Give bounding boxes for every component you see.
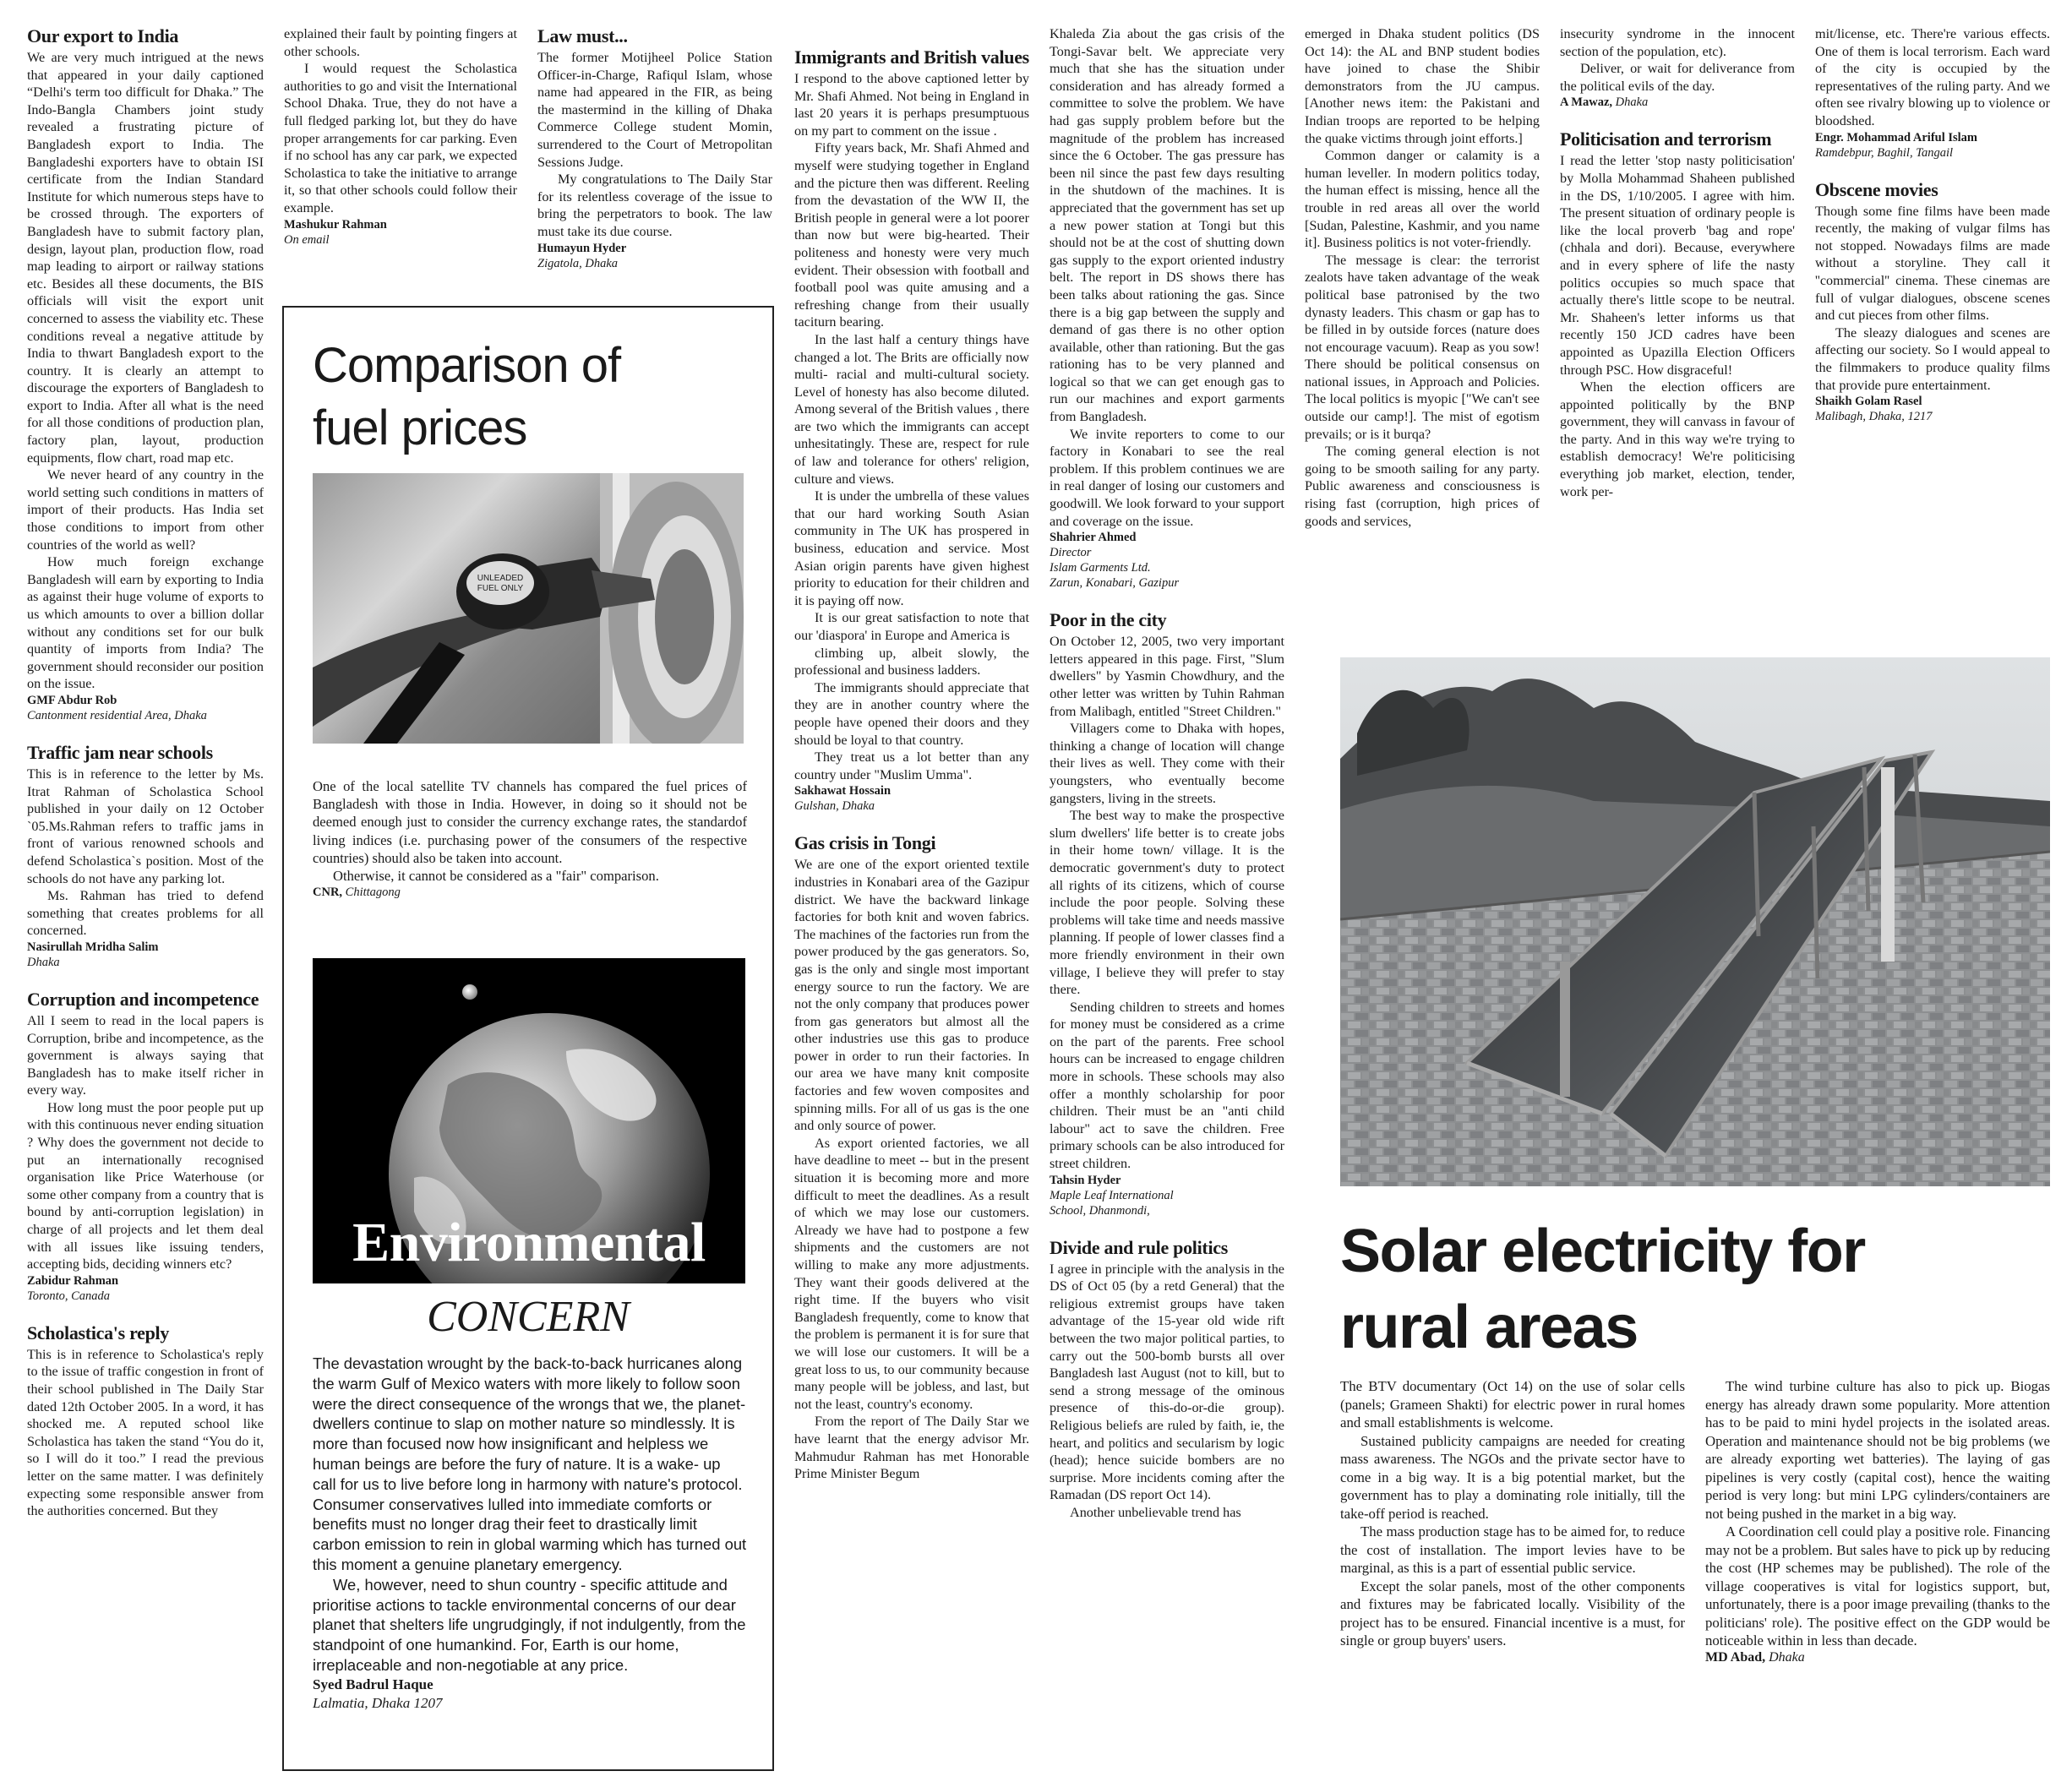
column-3-top bbox=[537, 25, 772, 287]
solar-signature bbox=[1705, 1650, 2050, 1665]
letter-paragraph: We never heard of any country in the world setting such conditions in matters of import of their products. Has India set those conditions to import from other countries of the world as well? bbox=[27, 467, 264, 553]
letter-location: Dhaka bbox=[27, 955, 60, 969]
solar-signature-name: MD Abad, bbox=[1705, 1649, 1766, 1665]
letter-signature: Shaikh Golam Rasel bbox=[1815, 395, 1922, 409]
solar-column-2 bbox=[1705, 1377, 2050, 1774]
letter-paragraph: From the report of The Daily Star we have learnt that the energy advisor Mr. Mahmudur Rahman has met Honorable Prime Minister Begum bbox=[794, 1414, 1029, 1482]
column-8-top bbox=[1815, 25, 2050, 600]
letter-paragraph: My congratulations to The Daily Star for its relentless coverage of the issue to bring the perpetrators to book. The law must take its due course. bbox=[537, 172, 772, 239]
letter-paragraph: We are very much intrigued at the news that appeared in your daily captioned “Delhi's term too difficult for Dhaka.” The Indo-Bangla Chambers joint study revealed a frustrating picture of Bangladesh export to India. The Bangladeshi exporters have to obtain ISI certificate from the Indian Standard Institute for which numerous steps have to be crossed through. The exporters of Bangladesh have to submit factory plan, design, layout plan, production flow, road map leading to airport or railway stations etc. Besides all these documents, the BIS officials will visit the export unit concerned to assess the viability etc. These conditions reveal a negative attitude by India to thwart Bangladesh export to the country. It is clearly an attempt to discourage the exporters of Bangladesh to export to India. After all what is the need for all those conditions of production plan, factory plan, layout, production equipments, flow chart, road map etc. bbox=[27, 50, 264, 466]
letter-paragraph: The former Motijheel Police Station Officer-in-Charge, Rafiqul Islam, whose name had appeared in the FIR, as being the mastermind in the killing of Dhaka Commerce College student Momin, surrendered to the Court of Metropolitan Sessions Judge. bbox=[537, 50, 772, 170]
column-4 bbox=[794, 46, 1029, 1770]
letter-paragraph: mit/license, etc. There're various effects. One of them is local terrorism. Each ward of the city is occupied by the representatives of the ruling party. And we often see rivalry blowing up to violence or bloodshed. bbox=[1815, 26, 2050, 128]
letter-paragraph: How long must the poor people put up with this continuous never ending situation ? Why does the government not decide to put an internationally recognised organisation like Price Waterhouse (or some other company from a country that is bound by anti-corruption legislation) in charge of all projects and let them deal with all issues like issuing tenders, accepting bids, deciding winners etc? bbox=[27, 1099, 264, 1272]
letter-paragraph: explained their fault by pointing fingers at other schools. bbox=[284, 26, 517, 59]
letter-paragraph: All I seem to read in the local papers is Corruption, bribe and incompetence, as the government is always saying that Bangladesh has to make itself richer in every way. bbox=[27, 1012, 264, 1098]
letter-location: School, Dhanmondi, bbox=[1050, 1203, 1150, 1218]
letter-signature: GMF Abdur Rob bbox=[27, 693, 117, 707]
letter-paragraph: Sending children to streets and homes for money must be considered as a crime on the part of the parents. Free school hours can be increased to engage children more in schools. These schools may also offer a monthly scholarship for poor children. Their must be an "anti child labour" act to save the children. Free primary schools can be also introduced for street children. bbox=[1050, 999, 1284, 1172]
letter-signature-location: Dhaka bbox=[1612, 95, 1649, 110]
solar-paragraph: Except the solar panels, most of the other components and fixtures may be fabricated locally. Visibility of the project has to be ensured. Financial incentive is a must, for single or group buyers' users. bbox=[1340, 1578, 1685, 1648]
letter-location: Maple Leaf International bbox=[1050, 1188, 1174, 1202]
letter-signature: Shahrier Ahmed bbox=[1050, 531, 1137, 545]
letter-paragraph: The sleazy dialogues and scenes are affecting our society. So I would appeal to the filmmakers to produce quality films that provide pure entertainment. bbox=[1815, 324, 2050, 393]
letter-paragraph: On October 12, 2005, two very important letters appeared in this page. First, "Slum dwellers" by Yasmin Chowdhury, and the other letter was written by Tuhin Rahman from Malibagh, entitled "Street Children." bbox=[1050, 634, 1284, 719]
letter-paragraph: The immigrants should appreciate that they are in another country where the people have opened their doors and they should be loyal to that country. bbox=[794, 679, 1029, 748]
letter-paragraph: The message is clear: the terrorist zealots have taken advantage of the weak political base patronised by the two dynasty leaders. This chasm or gap has to be filled in by outside forces (nature does not encourage vacuum). Reap as you sow! There should be political consensus on national issues, in Approach and Policies. The local politics is myopic ["We can't see outside our camp!]. The mist of egotism prevails; or is it burqa? bbox=[1305, 252, 1540, 442]
headline-traffic-jam: Traffic jam near schools bbox=[27, 741, 213, 763]
fuel-paragraph: One of the local satellite TV channels has compared the fuel prices of Bangladesh with those in India. However, in doing so it should not be deemed enough just to consider the currency exchange rates, the standardof living indices (i.e. purchasing power of the consumers of the respective countries) should also be taken into account. bbox=[313, 778, 747, 866]
letter-signature: Humayun Hyder bbox=[537, 241, 627, 255]
letter-paragraph: They treat us a lot better than any country under "Muslim Umma". bbox=[794, 749, 1029, 782]
letter-signature: Tahsin Hyder bbox=[1050, 1173, 1121, 1187]
column-6-top bbox=[1305, 25, 1540, 600]
solar-paragraph: The wind turbine culture has also to pick up. Biogas energy has already drawn some popularity. More attention has to be paid to mini hydel projects in the isolated areas. Operation and maintenance should not be big problems (we are already exporting wet batteries). The laying of gas pipelines is very costly (capital cost), hence the waiting period is very long: but mini LPG cylinders/containers are not being pushed in the market in a big way. bbox=[1705, 1378, 2050, 1522]
environment-location: Lalmatia, Dhaka 1207 bbox=[313, 1694, 443, 1711]
letter-paragraph: Another unbelievable trend has bbox=[1070, 1504, 1241, 1520]
letter-paragraph: We invite reporters to come to our factory in Konabari to see the real problem. If this problem continues we are in real danger of losing our customers and goodwill. We look forward to your support and coverage on the issue. bbox=[1050, 426, 1284, 529]
solar-paragraph: The mass production stage has to be aimed for, to reduce the cost of installation. The import levies have to be marginal, as this is a part of essential public service. bbox=[1340, 1523, 1685, 1576]
solar-paragraph: A Coordination cell could play a positive role. Financing may not be a problem. But sales have to pick up by reducing the cost (HP schemes may be published). The role of the village cooperatives is vital for logistics support, but, unfortunately, there is a poor image prevailing (thanks to the politicians' role). The positive effect on the GDP would be noticeable within in less than decade. bbox=[1705, 1523, 2050, 1648]
fuel-signature bbox=[313, 885, 747, 900]
letter-paragraph: Though some fine films have been made recently, the making of vulgar films has not stopped. Nowadays films are made without a storyline. They call it ''commercial'' cinema. These cinemas are full of vulgar dialogues, obscene scenes and cut pieces from other films. bbox=[1815, 203, 2050, 324]
letter-paragraph: How much foreign exchange Bangladesh will earn by exporting to India as against their huge volume of exports to us which amounts to over a billion dollar without any conditions set for our bulk quantity of imports from India? The government should reconsider our position on the issue. bbox=[27, 554, 264, 692]
letter-paragraph: Common danger or calamity is a human leveller. In modern politics today, the human effect is missing, hence all the trouble in red areas all over the world [Sudan, Palestine, Kashmir, and you name it]. Business politics is not voter-friendly. bbox=[1305, 148, 1540, 251]
letter-paragraph: Fifty years back, Mr. Shafi Ahmed and myself were studying together in England and the picture then was different. Reeling from the devastation of the WW II, the British people in general were a lot poorer than now but were big-hearted. Their politeness and honesty were very much evident. Their obsession with football and football pool was quite amusing and a refreshing change from their usually taciturn bearing. bbox=[794, 140, 1029, 330]
letter-signature: Nasirullah Mridha Salim bbox=[27, 940, 159, 954]
fuel-paragraph: Otherwise, it cannot be considered as a "fair" comparison. bbox=[333, 868, 659, 885]
fuel-title bbox=[313, 335, 620, 460]
letter-location: Director bbox=[1050, 546, 1092, 560]
letter-paragraph: insecurity syndrome in the innocent section of the population, etc). bbox=[1560, 26, 1795, 59]
headline-immigrants: Immigrants and British values bbox=[794, 46, 1029, 68]
letter-paragraph: I respond to the above captioned letter by Mr. Shafi Ahmed. Not being in England in last 20 years it is perhaps presumptuous on my part to comment on the issue . bbox=[794, 71, 1029, 139]
letter-location: Malibagh, Dhaka, 1217 bbox=[1815, 410, 1933, 424]
letter-paragraph: I would request the Scholastica authorities to go and visit the International School Dhaka. True, they do not have a full fledged parking lot, but they do have proper arrangements for car parking. Even if no school has any car park, we expected Scholastica to take the initiative to arrange it, so that other schools could follow their example. bbox=[284, 61, 517, 215]
feature-box bbox=[282, 306, 774, 1771]
headline-scholastica-reply: Scholastica's reply bbox=[27, 1322, 170, 1343]
column-7-top bbox=[1560, 25, 1795, 600]
letter-location: Toronto, Canada bbox=[27, 1289, 111, 1303]
letter-paragraph: It is our great satisfaction to note that our 'diaspora' in Europe and America is bbox=[794, 610, 1029, 643]
solar-title-line-1: Solar electricity for bbox=[1340, 1218, 1865, 1285]
letter-location: Gulshan, Dhaka bbox=[794, 799, 875, 814]
letter-paragraph: I agree in principle with the analysis in the DS of Oct 05 (by a retd General) that the religious extremist groups have taken advantage of the 15-year old wide rift between the two major political parties, to carry out the 500-bomb bursts all over Bangladesh last August (not to kill, but to send a strong message of the ominous presence of this-do-or-die group). Religious beliefs are ruled by faith, ie, the heart, and politics and secularism by logic (head); hence suicide bombers are no surprise. More incidents coming after the Ramadan (DS report Oct 14). bbox=[1050, 1261, 1284, 1503]
letter-signature bbox=[1560, 95, 1795, 110]
headline-politicisation: Politicisation and terrorism bbox=[1560, 128, 1772, 150]
letter-location: Zigatola, Dhaka bbox=[537, 256, 619, 270]
letter-paragraph: Khaleda Zia about the gas crisis of the Tongi-Savar belt. We appreciate very much that she has the situation under consideration and has already formed a committee to solve the problem. We have had gas supply problem before but the magnitude of the problem has increased since the 6 October. The gas pressure has been nil since the past few days resulting in the shutdown of the machines. It is appreciated that the government has set up a new power station at Tongi but this should not be at the cost of shutting down gas supply to the export oriented industry belt. The report in DS shows there has been talks about rationing the gas. Since there is a big gap between the supply and demand of gas there is no other option available, other than rationing. But the gas rationing has to be very planned and logical so that we can get enough gas to run our machines and export garments from Bangladesh. bbox=[1050, 26, 1284, 425]
headline-poor-city: Poor in the city bbox=[1050, 609, 1167, 631]
environment-text bbox=[313, 1354, 747, 1751]
fuel-signature-location: Chittagong bbox=[342, 886, 401, 900]
letter-paragraph: Deliver, or wait for deliverance from the political evils of the day. bbox=[1560, 61, 1795, 94]
letter-location: Islam Garments Ltd. bbox=[1050, 561, 1151, 575]
letter-signature: Engr. Mohammad Ariful Islam bbox=[1815, 130, 1978, 144]
column-2-top bbox=[284, 25, 517, 270]
fuel-title-line-2: fuel prices bbox=[313, 401, 527, 455]
column-1 bbox=[27, 25, 264, 1766]
letter-paragraph: The best way to make the prospective slum dwellers' life better is to create jobs in their home town/ village. It is the democratic government's duty to protect all rights of its citizens, which of course include the poor people. Solving these problems will take time and needs massive planning. If people of lower classes find a more friendly environment in their own village, I believe they will prefer to stay there. bbox=[1050, 808, 1284, 998]
letter-signature: Sakhawat Hossain bbox=[794, 784, 892, 798]
letter-paragraph: We are one of the export oriented textile industries in Konabari area of the Gazipur district. We have the backward linkage factories for both knit and woven fabrics. The machines of the factories run from the power produced by the gas generators. So, gas is the only and single most important energy source to run the factory. We are not the only company that produces power from gas generators but almost all the other industries use this gas to produce power in order to run their factories. In our area we have many knit composite factories and few woven composites and spinning mills. For all of us gas is the one and only source of power. bbox=[794, 857, 1029, 1134]
letter-paragraph: Ms. Rahman has tried to defend something that creates problems for all concerned. bbox=[27, 888, 264, 939]
letter-paragraph: I read the letter 'stop nasty politicisation' by Molla Mohammad Shaheen published in the DS, 1/10/2005. I agree with him. The present situation of ordinary people is like the local proverb 'bag and rope' (chhala and dori). Because, everywhere and in every sphere of life the nasty politics occupies so much space that actually there's little scope to be neutral. Mr. Shaheen's letter informs us that recently 150 JCD cadres have been appointed as Upazilla Election Officers through PSC. How disgraceful! bbox=[1560, 153, 1795, 378]
letter-paragraph: When the election officers are appointed politically by the BNP government, they will canvass in favour of the party. And in this way we're trying to establish democracy! We're politicising everything job market, election, tender, work per- bbox=[1560, 379, 1795, 499]
headline-law-must: Law must... bbox=[537, 25, 628, 46]
letter-paragraph: emerged in Dhaka student politics (DS Oct 14): the AL and BNP student bodies have joined to chase the Shibir demonstrators from the JU campus. [Another news item: the Pakistani and Indian troops are reported to be helping the quake victims through joint efforts.] bbox=[1305, 26, 1540, 146]
headline-gas-crisis: Gas crisis in Tongi bbox=[794, 832, 936, 854]
letter-paragraph: This is in reference to the letter by Ms. Itrat Rahman of Scholastica School published in your daily on 12 October `05.Ms.Rahman refers to traffic jams in front of various renowned schools and defend Scholastica`s position. Most of the schools do not have any parking lot. bbox=[27, 766, 264, 886]
headline-obscene-movies: Obscene movies bbox=[1815, 178, 1938, 200]
solar-title-line-2: rural areas bbox=[1340, 1294, 1638, 1361]
letter-location: Ramdebpur, Baghil, Tangail bbox=[1815, 145, 1954, 160]
fuel-nozzle-image bbox=[313, 473, 744, 744]
letter-paragraph: Villagers come to Dhaka with hopes, thinking a change of location will change their lives as well. They come with their youngsters, who eventually become gangsters, living in the streets. bbox=[1050, 721, 1284, 806]
solar-signature-location: Dhaka bbox=[1765, 1649, 1805, 1665]
letter-paragraph: The coming general election is not going to be smooth sailing for any party. Public awareness and consciousness is rising fast (corruption, high prices of goods and services, bbox=[1305, 444, 1540, 529]
earth-photo bbox=[313, 958, 745, 1283]
solar-panel-photo bbox=[1340, 657, 2050, 1186]
solar-panel-image bbox=[1340, 657, 2050, 1186]
fuel-text bbox=[313, 777, 747, 946]
letter-signature: Mashukur Rahman bbox=[284, 217, 387, 232]
letter-paragraph: As export oriented factories, we all have deadline to meet -- but in the present situation it is becoming more and more difficult to meet the deadlines. As a result of which we may lose our customers. Already we have had to postpone a few shipments and the customers are not willing to make any more adjustments. They want their goods delivered at the right time. If the buyers who visit Bangladesh frequently, come to know that the problem is permanent it is for sure that we will lose our customers. It will be a great loss to us, to our community because many people will be jobless, and last, but not the least, country's economy. bbox=[794, 1135, 1029, 1412]
letter-signature: Zabidur Rahman bbox=[27, 1273, 119, 1288]
letter-location: Cantonment residential Area, Dhaka bbox=[27, 708, 207, 722]
solar-title bbox=[1340, 1213, 2050, 1365]
environment-paragraph: We, however, need to shun country - specific attitude and prioritise actions to tackle environmental concerns of our dear planet that shelters life ungrudgingly, if not indulgently, from the standpoint of one humankind. For, Earth is our home, irreplaceable and non-negotiable at any price. bbox=[313, 1575, 746, 1674]
fuel-title-line-1: Comparison of bbox=[313, 338, 621, 393]
environment-signature: Syed Badrul Haque bbox=[313, 1676, 433, 1692]
concern-title: CONCERN bbox=[427, 1293, 630, 1341]
environment-paragraph: The devastation wrought by the back-to-back hurricanes along the warm Gulf of Mexico waters with more likely to follow soon were the direct consequence of the wrongs that we, the planet-dwellers continue to slap on mother nature so mindlessly. It is more than focused now how insignificant and helpless we human beings are before the fury of nature. It is a wake- up call for us to live before long in harmony with nature's protocol. Consumer conservatives lulled into immediate comforts or benefits must no longer drag their feet to drastically limit carbon emission to rein in global warming which has turned out this moment a genuine planetary emergency. bbox=[313, 1354, 747, 1573]
letter-paragraph: This is in reference to Scholastica's reply to the issue of traffic congestion in front of their school published in The Daily Star dated 12th October 2005. In a word, it has shocked me. A reputed school like Scholastica has taken the stand “You do it, so I will do it too.” I read the previous letter on the same matter. I was definitely expecting some responsible answer from the authorities concerned. But they bbox=[27, 1346, 264, 1519]
fuel-signature-name: CNR, bbox=[313, 886, 343, 900]
letter-paragraph: It is under the umbrella of these values that our hard working South Asian community in The UK has prospered in business, education and service. Most Asian origin parents have given highest priority to education for their children and it is paying off now. bbox=[794, 488, 1029, 608]
solar-paragraph: The BTV documentary (Oct 14) on the use of solar cells (panels; Grameen Shakti) for electric power in rural homes and small establishments is welcome. bbox=[1340, 1378, 1685, 1431]
letter-location: Zarun, Konabari, Gazipur bbox=[1050, 576, 1180, 591]
letter-location: On email bbox=[284, 232, 330, 247]
column-5 bbox=[1050, 25, 1284, 1766]
fuel-nozzle-photo bbox=[313, 473, 744, 744]
letter-paragraph: climbing up, albeit slowly, the professional and business ladders. bbox=[794, 645, 1029, 678]
solar-paragraph: Sustained publicity campaigns are needed for creating mass awareness. The NGOs and the private sector have to come in a big way. It is a big potential market, but the government has to play a dominating role initially, till the take-off period is reached. bbox=[1340, 1432, 1685, 1522]
letter-paragraph: In the last half a century things have changed a lot. The Brits are officially now multi- racial and multi-cultural society. Level of honesty has also become diluted. Among several of the British values , there are two which the immigrants can accept unhesitatingly. These are, respect for rule of law and tolerance for others' religion, culture and views. bbox=[794, 331, 1029, 487]
nozzle-label-2: FUEL ONLY bbox=[477, 584, 524, 593]
nozzle-label: UNLEADED bbox=[477, 574, 524, 583]
headline-divide-rule: Divide and rule politics bbox=[1050, 1236, 1228, 1258]
letter-signature-name: A Mawaz, bbox=[1560, 95, 1613, 110]
environmental-title: Environmental bbox=[352, 1212, 706, 1273]
solar-column-1 bbox=[1340, 1377, 1685, 1774]
headline-corruption: Corruption and incompetence bbox=[27, 988, 259, 1010]
headline-export-india: Our export to India bbox=[27, 25, 179, 46]
